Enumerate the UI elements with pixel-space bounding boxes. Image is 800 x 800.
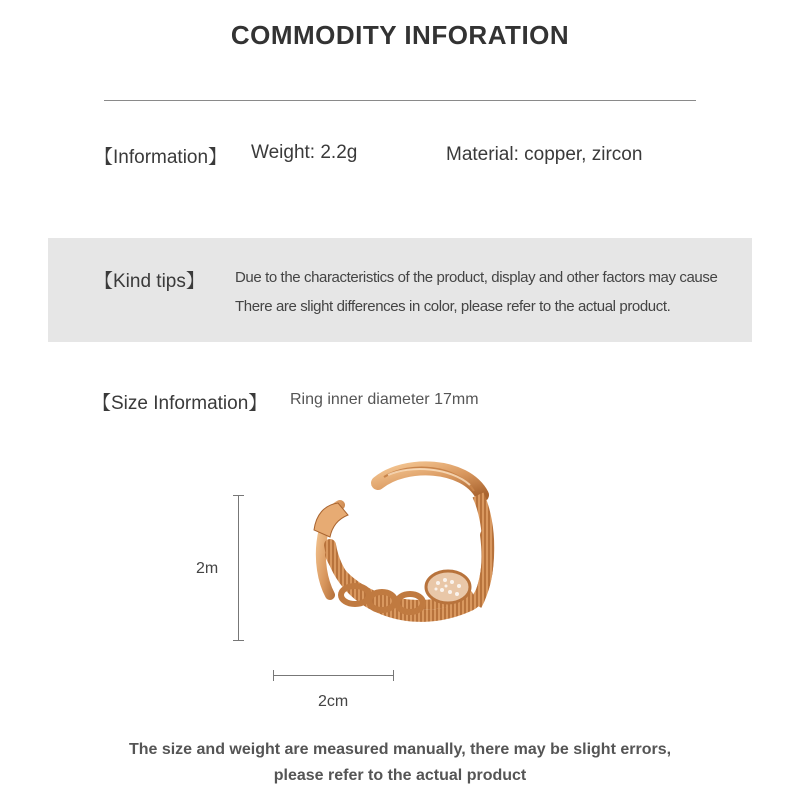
kind-tips-line-1: Due to the characteristics of the product, display and other factors may cause — [235, 269, 718, 286]
height-dimension-cap-bottom — [233, 640, 244, 641]
height-dimension-label: 2m — [196, 560, 219, 577]
page-title: COMMODITY INFORATION — [230, 20, 570, 50]
size-information-value: Ring inner diameter 17mm — [290, 391, 479, 408]
ring-image — [300, 455, 500, 645]
material-value: Material: copper, zircon — [446, 144, 643, 165]
title-divider — [104, 100, 696, 101]
kind-tips-label: 【Kind tips】 — [94, 271, 205, 292]
width-dimension-cap-left — [273, 670, 274, 681]
size-information-label: 【Size Information】 — [92, 393, 268, 414]
footer-note-line-2: please refer to the actual product — [273, 767, 527, 784]
kind-tips-line-2: There are slight differences in color, please refer to the actual product. — [235, 298, 671, 315]
height-dimension-cap-top — [233, 495, 244, 496]
information-label: 【Information】 — [94, 147, 228, 168]
weight-value: Weight: 2.2g — [251, 142, 358, 163]
width-dimension-cap-right — [393, 670, 394, 681]
width-dimension-label: 2cm — [318, 693, 349, 710]
width-dimension-line — [274, 675, 394, 676]
height-dimension-line — [238, 496, 239, 641]
footer-note-line-1: The size and weight are measured manually, there may be slight errors, — [128, 741, 672, 758]
